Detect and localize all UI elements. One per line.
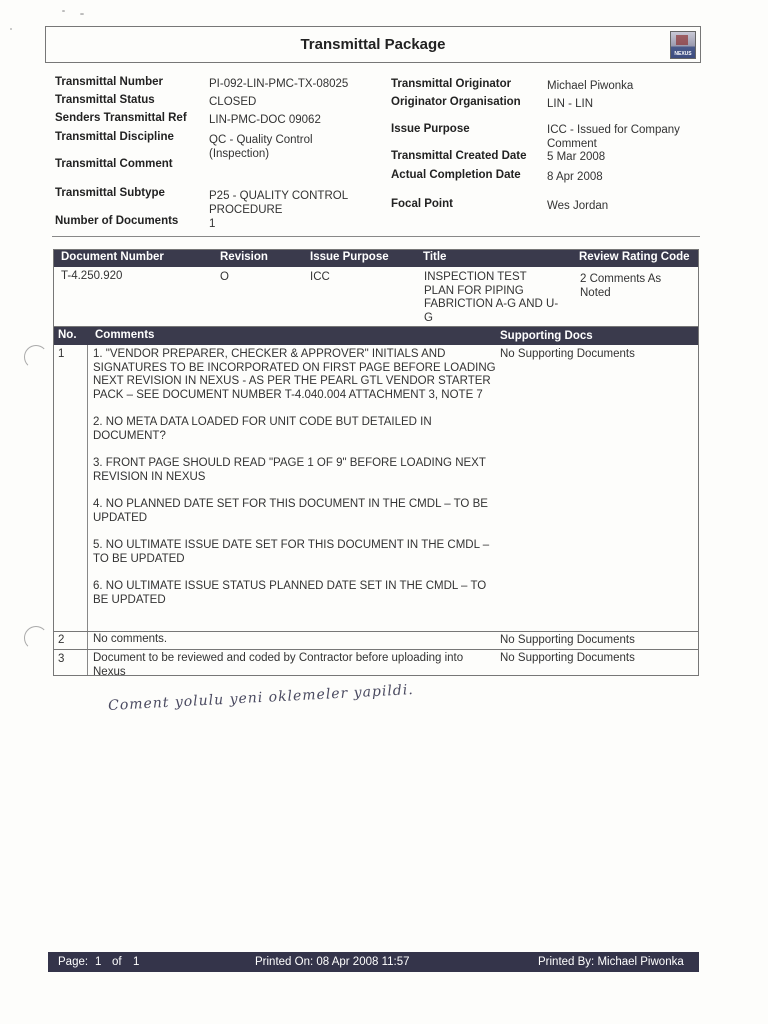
number-of-documents-value: 1: [209, 218, 216, 230]
comments-table-header: [54, 327, 698, 345]
comment-row-1-no: 1: [58, 348, 65, 360]
completion-date-label: Actual Completion Date: [391, 169, 521, 181]
originator-value: Michael Piwonka: [547, 80, 634, 92]
originator-label: Transmittal Originator: [391, 78, 512, 90]
column-divider: [87, 345, 88, 675]
transmittal-status-value: CLOSED: [209, 96, 257, 108]
printed-on: Printed On: 08 Apr 2008 11:57: [255, 956, 410, 968]
created-date-label: Transmittal Created Date: [391, 150, 527, 162]
row-divider: [54, 631, 698, 632]
comment-1-item-5: 5. NO ULTIMATE ISSUE DATE SET FOR THIS DOCUMENT IN THE CMDL – TO BE UPDATED: [93, 539, 490, 565]
col-supporting-docs: Supporting Docs: [500, 330, 593, 342]
col-review-rating: Review Rating Code: [579, 251, 690, 263]
subtype-label: Transmittal Subtype: [55, 187, 165, 199]
created-date-value: 5 Mar 2008: [547, 151, 606, 163]
logo-mark-icon: [676, 35, 688, 45]
printed-by: Printed By: Michael Piwonka: [538, 956, 684, 968]
originator-org-value: LIN - LIN: [547, 98, 594, 110]
row-divider: [54, 649, 698, 650]
comment-row-2-text: No comments.: [93, 633, 168, 645]
page-title: Transmittal Package: [300, 36, 446, 53]
scan-speck: [10, 28, 12, 30]
focal-point-value: Wes Jordan: [547, 200, 609, 212]
discipline-value: QC - Quality Control (Inspection): [209, 134, 313, 160]
document-issue-purpose: ICC: [310, 271, 330, 283]
page-of-label: of: [112, 956, 122, 968]
completion-date-value: 8 Apr 2008: [547, 171, 603, 183]
nexus-logo: [670, 31, 696, 59]
comment-1-item-1: 1. "VENDOR PREPARER, CHECKER & APPROVER" INITIALS AND SIGNATURES TO BE INCORPORATED ON FIRST PAGE BEFORE LOADING NEXT REVISION IN NEXUS - AS PER THE PEARL GTL VENDOR STARTER PACK – SEE DOCUMENT NUMBER T-4.040.004 ATTACHMENT 3, NOTE 7: [93, 348, 496, 401]
document-row: [54, 267, 698, 326]
issue-purpose-label: Issue Purpose: [391, 123, 470, 135]
transmittal-status-label: Transmittal Status: [55, 94, 155, 106]
col-document-number: Document Number: [61, 251, 164, 263]
handwritten-note: Coment yolulu yeni oklemeler yapildi.: [107, 682, 415, 714]
comment-1-item-3: 3. FRONT PAGE SHOULD READ "PAGE 1 OF 9" BEFORE LOADING NEXT REVISION IN NEXUS: [93, 457, 486, 483]
subtype-value: P25 - QUALITY CONTROL PROCEDURE: [209, 190, 348, 216]
originator-org-label: Originator Organisation: [391, 96, 521, 108]
comment-row-2-supporting: No Supporting Documents: [500, 634, 635, 646]
comment-row-2-no: 2: [58, 634, 65, 646]
title-box: [45, 26, 701, 63]
comment-row-1-text: [93, 348, 498, 621]
comments-table: [53, 326, 699, 676]
punch-hole-mark: [24, 345, 48, 369]
print-footer: [48, 952, 699, 972]
col-no: No.: [58, 329, 77, 341]
col-revision: Revision: [220, 251, 268, 263]
punch-hole-mark: [24, 626, 48, 650]
discipline-label: Transmittal Discipline: [55, 131, 174, 143]
transmittal-comment-label: Transmittal Comment: [55, 158, 173, 170]
col-title: Title: [423, 251, 447, 263]
senders-ref-label: Senders Transmittal Ref: [55, 112, 187, 124]
page-number: 1: [95, 956, 102, 968]
number-of-documents-label: Number of Documents: [55, 215, 179, 227]
scan-speck: [80, 13, 84, 15]
comment-row-1-supporting: No Supporting Documents: [500, 348, 635, 360]
col-comments: Comments: [95, 329, 155, 341]
info-divider: [52, 236, 700, 237]
comment-1-item-4: 4. NO PLANNED DATE SET FOR THIS DOCUMENT IN THE CMDL – TO BE UPDATED: [93, 498, 488, 524]
document-number: T-4.250.920: [61, 270, 123, 282]
document-revision: O: [220, 271, 229, 283]
transmittal-number-label: Transmittal Number: [55, 76, 163, 88]
document-table-header: [54, 250, 698, 267]
comment-row-3-no: 3: [58, 653, 65, 665]
comment-1-item-2: 2. NO META DATA LOADED FOR UNIT CODE BUT DETAILED IN DOCUMENT?: [93, 416, 432, 442]
senders-ref-value: LIN-PMC-DOC 09062: [209, 114, 321, 126]
focal-point-label: Focal Point: [391, 198, 453, 210]
document-table: [53, 249, 699, 327]
scan-speck: [62, 10, 65, 12]
document-rating: 2 Comments As Noted: [580, 273, 662, 299]
comment-row-3-supporting: No Supporting Documents: [500, 652, 635, 664]
logo-text: NEXUS: [674, 51, 692, 57]
transmittal-number-value: PI-092-LIN-PMC-TX-08025: [209, 78, 349, 90]
issue-purpose-value: ICC - Issued for Company Comment: [547, 124, 680, 150]
document-title: INSPECTION TEST PLAN FOR PIPING FABRICTION A-G AND U-G: [424, 271, 559, 324]
col-issue-purpose: Issue Purpose: [310, 251, 389, 263]
page-label: Page:: [58, 956, 89, 968]
comment-1-item-6: 6. NO ULTIMATE ISSUE STATUS PLANNED DATE SET IN THE CMDL – TO BE UPDATED: [93, 580, 487, 606]
comment-row-3-text: Document to be reviewed and coded by Contractor before uploading into Nexus: [93, 652, 464, 678]
page-total: 1: [133, 956, 140, 968]
